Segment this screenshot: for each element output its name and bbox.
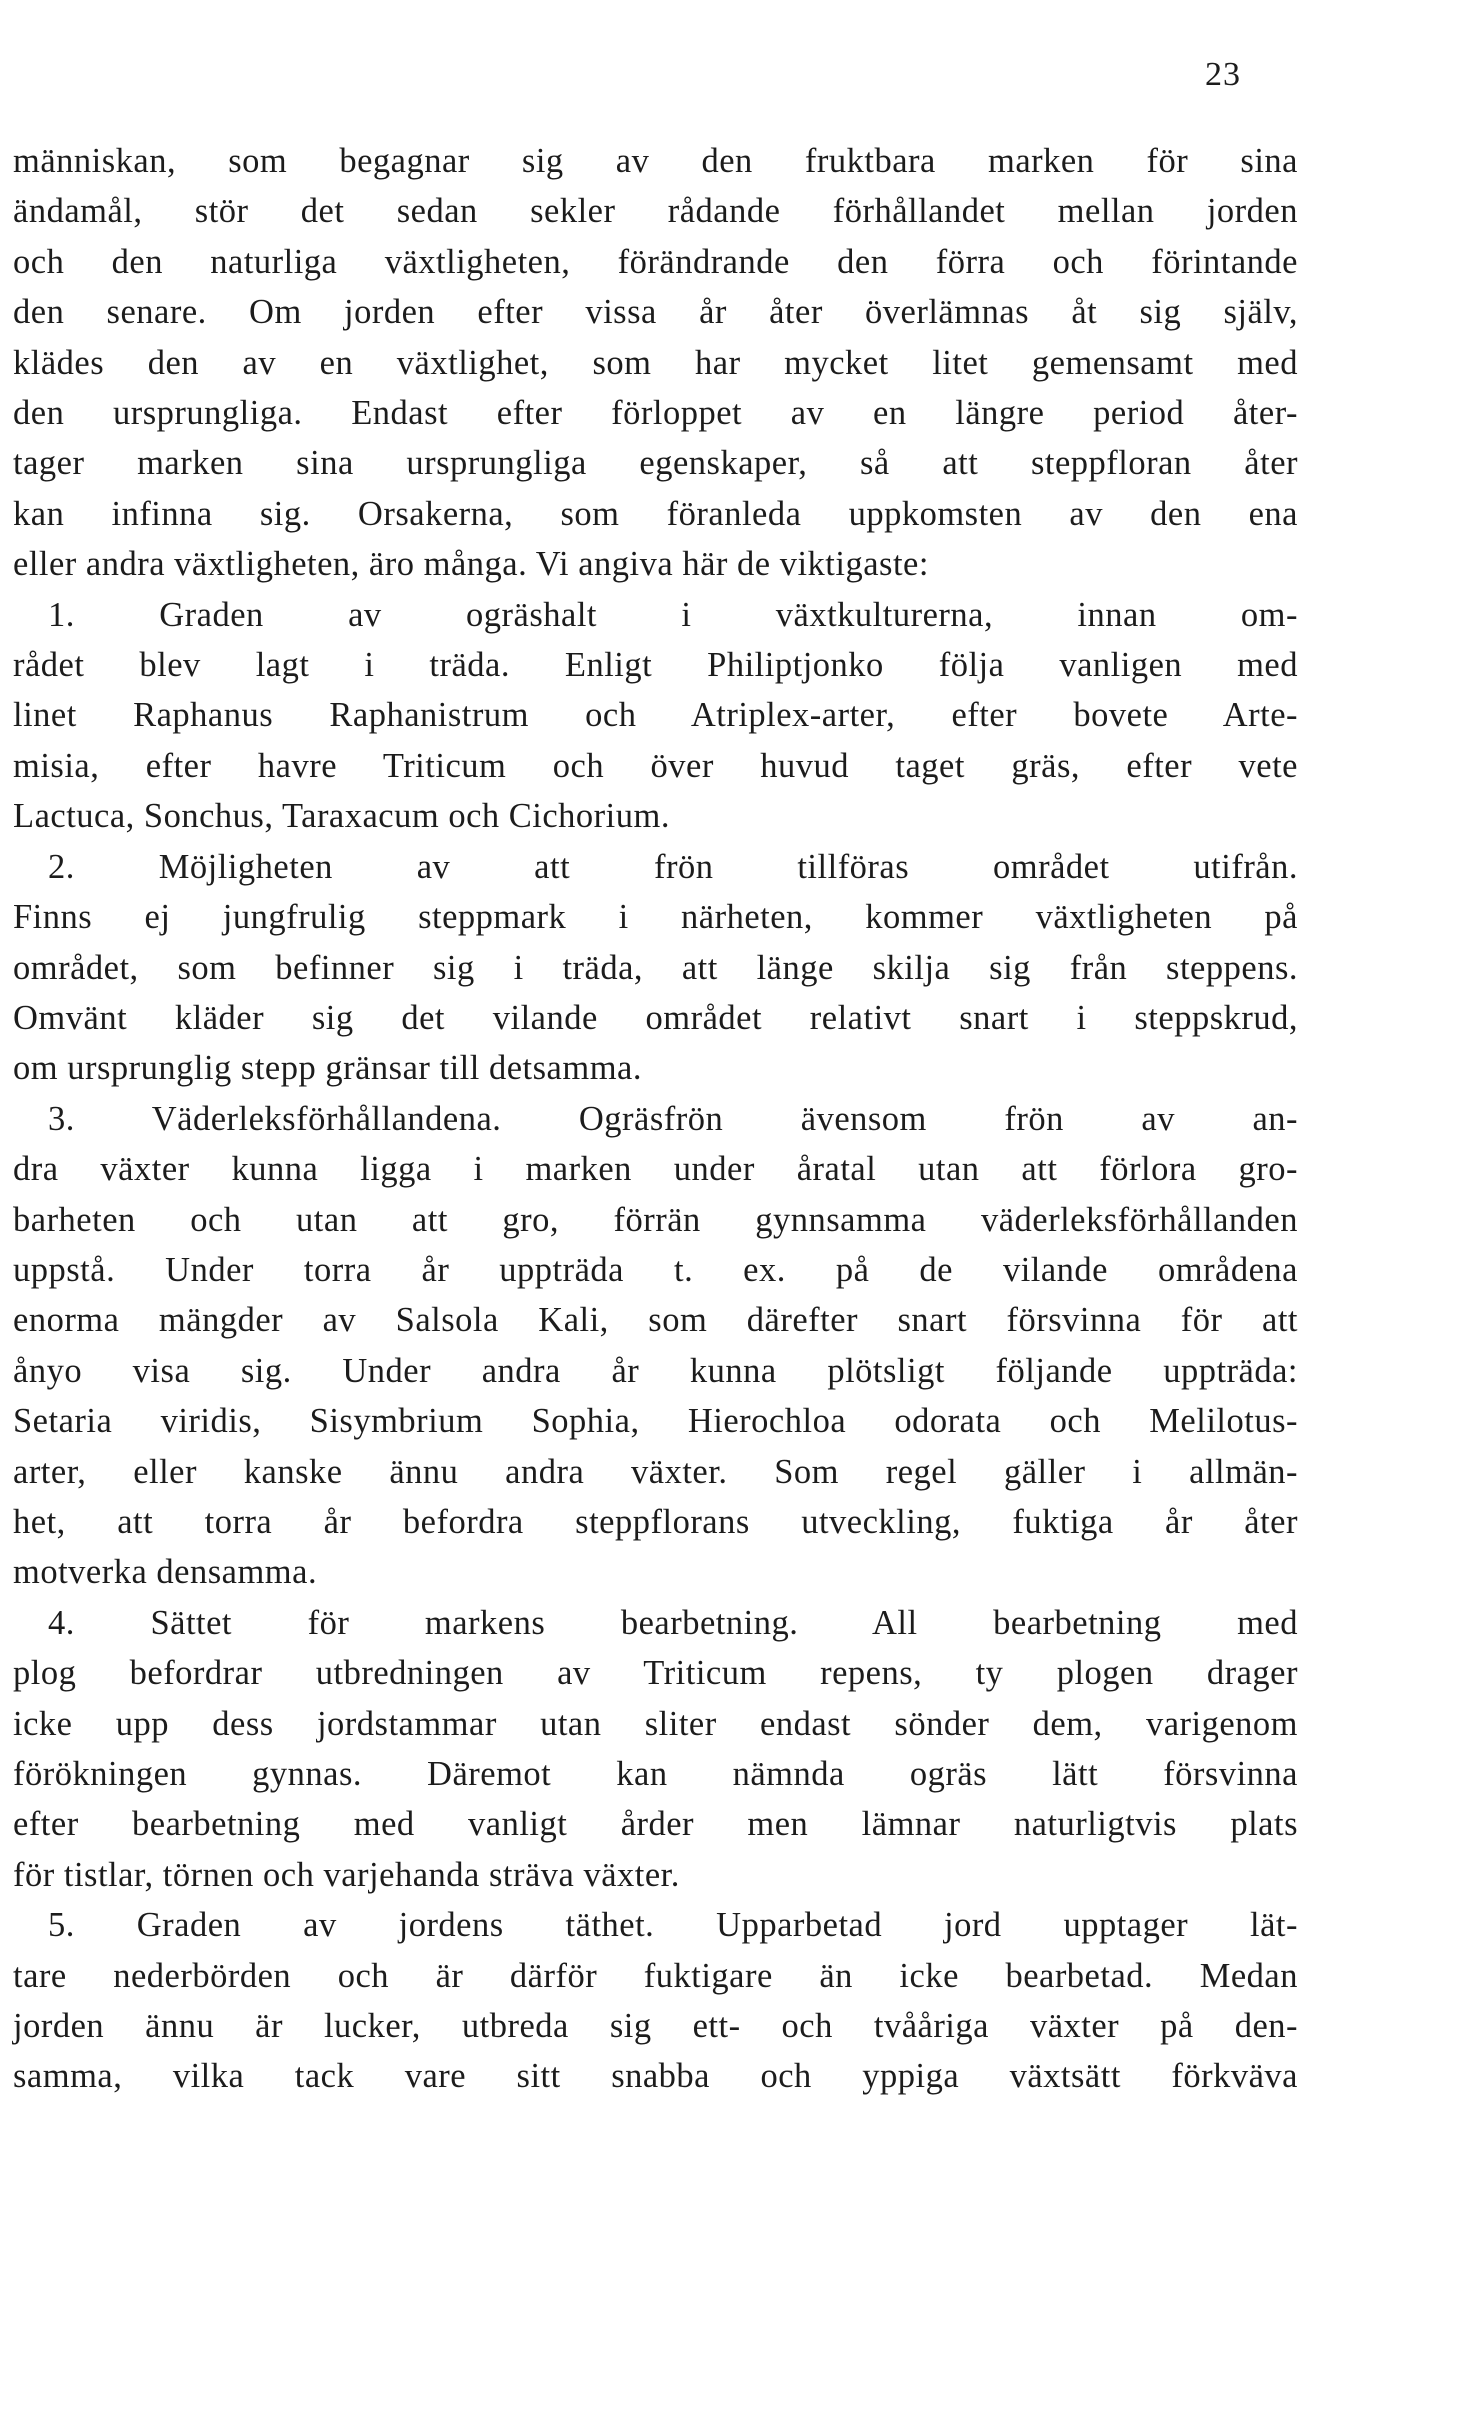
text-line: den senare. Om jorden efter vissa år åter överlämnas åt sig själv, [13,293,1298,332]
text-line: 4. Sättet för markens bearbetning. All bearbetning med [13,1603,1298,1642]
text-line: dra växter kunna ligga i marken under åratal utan att förlora gro- [13,1150,1298,1189]
text-line: 5. Graden av jordens täthet. Upparbetad jord upptager lät- [13,1906,1298,1945]
text-line: rådet blev lagt i träda. Enligt Philiptjonko följa vanligen med [13,646,1298,685]
text-line: tare nederbörden och är därför fuktigare än icke bearbetad. Medan [13,1956,1298,1995]
text-line: 1. Graden av ogräshalt i växtkulturerna, innan om- [13,595,1298,634]
text-line: Omvänt kläder sig det vilande området relativt snart i steppskrud, [13,998,1298,1037]
text-line: icke upp dess jordstammar utan sliter endast sönder dem, varigenom [13,1704,1298,1743]
text-line: klädes den av en växtlighet, som har mycket litet gemensamt med [13,343,1298,382]
text-line: den ursprungliga. Endast efter förloppet av en längre period åter- [13,394,1298,433]
text-line: förökningen gynnas. Däremot kan nämnda ogräs lätt försvinna [13,1755,1298,1793]
text-line: området, som befinner sig i träda, att länge skilja sig från steppens. [13,948,1298,987]
text-line: jorden ännu är lucker, utbreda sig ett- och tvååriga växter på den- [13,2007,1298,2046]
text-line: enorma mängder av Salsola Kali, som därefter snart försvinna för att [13,1301,1298,1340]
text-line: motverka densamma. [13,1553,318,1592]
body-text [13,136,1298,2102]
text-line: tager marken sina ursprungliga egenskaper, så att steppfloran åter [13,444,1298,483]
text-line: linet Raphanus Raphanistrum och Atriplex-arter, efter bovete Arte- [13,696,1298,735]
text-line: uppstå. Under torra år uppträda t. ex. på de vilande områdena [13,1250,1298,1289]
page-number: 23 [1205,56,1241,93]
text-line: samma, vilka tack vare sitt snabba och yppiga växtsätt förkväva [13,2057,1298,2096]
text-line: eller andra växtligheten, äro många. Vi angiva här de viktigaste: [13,545,929,584]
text-line: om ursprunglig stepp gränsar till detsamma. [13,1049,642,1088]
text-line: kan infinna sig. Orsakerna, som föranleda uppkomsten av den ena [13,494,1298,533]
text-line: 2. Möjligheten av att frön tillföras området utifrån. [13,847,1298,886]
text-line: efter bearbetning med vanligt årder men lämnar naturligtvis plats [13,1805,1298,1844]
text-line: ändamål, stör det sedan sekler rådande förhållandet mellan jorden [13,192,1298,231]
text-line: människan, som begagnar sig av den fruktbara marken för sina [13,142,1298,180]
text-line: het, att torra år befordra steppflorans utveckling, fuktiga år åter [13,1502,1298,1541]
text-line: för tistlar, törnen och varjehanda sträva växter. [13,1855,680,1894]
text-line: Setaria viridis, Sisymbrium Sophia, Hierochloa odorata och Melilotus- [13,1402,1298,1441]
text-line: plog befordrar utbredningen av Triticum repens, ty plogen drager [13,1654,1298,1693]
text-line: 3. Väderleksförhållandena. Ogräsfrön ävensom frön av an- [13,1099,1298,1138]
text-line: misia, efter havre Triticum och över huvud taget gräs, efter vete [13,746,1298,785]
text-line: Lactuca, Sonchus, Taraxacum och Cichorium. [13,797,670,836]
text-line: ånyo visa sig. Under andra år kunna plötsligt följande uppträda: [13,1351,1298,1390]
text-line: och den naturliga växtligheten, förändrande den förra och förintande [13,242,1298,281]
text-line: Finns ej jungfrulig steppmark i närheten, kommer växtligheten på [13,898,1298,937]
text-line: arter, eller kanske ännu andra växter. Som regel gäller i allmän- [13,1452,1298,1491]
text-line: barheten och utan att gro, förrän gynnsamma väderleksförhållanden [13,1200,1298,1239]
